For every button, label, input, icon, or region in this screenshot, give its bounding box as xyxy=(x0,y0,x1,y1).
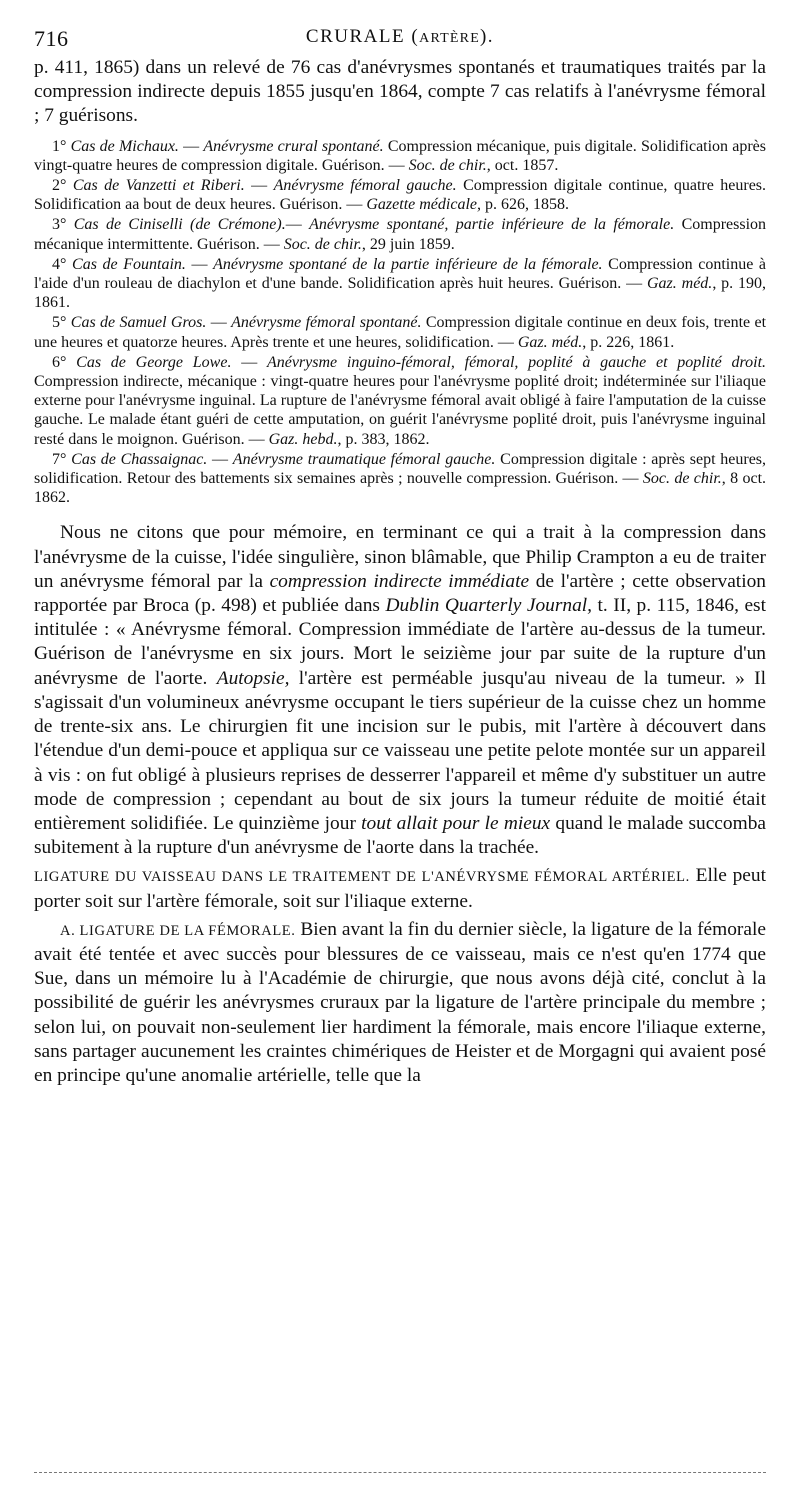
para-italic: compression indirecte immédiate xyxy=(269,570,530,592)
case-number: 2° xyxy=(52,177,67,195)
subsection-paragraph xyxy=(34,918,766,1088)
case-text: Compression digitale continue en deux fois, trente et une heures et quatorze heures. Après trente et une heures, solidification. — xyxy=(34,314,767,351)
case-reference-tail: , oct. 1857. xyxy=(486,156,559,174)
case-number: 3° xyxy=(52,216,67,234)
subsection-heading: A. LIGATURE DE LA FÉMORALE. xyxy=(60,922,296,939)
case-item: 3° Cas de Ciniselli (de Crémone).— Anévrysme spontané, partie inférieure de la fémorale. Compression mécanique intermittente. Guérison. — Soc. de chir., 29 juin 1859. xyxy=(34,216,767,253)
case-reference-tail: , p. 190, 1861. xyxy=(34,275,767,312)
page-number: 716 xyxy=(34,26,69,51)
case-diagnosis: Anévrysme spontané, partie inférieure de la fémorale. xyxy=(309,216,675,234)
case-reference-tail: , 8 oct. 1862. xyxy=(34,470,767,507)
para-text: quand le malade succomba subitement à la rupture d'un anévrysme de l'aorte dans la trachée. xyxy=(34,812,766,859)
case-diagnosis: Anévrysme inguino-fémoral, fémoral, poplité à gauche et poplité droit. xyxy=(266,353,767,371)
case-reference: Gazette médicale, xyxy=(366,196,481,214)
page xyxy=(34,26,766,1088)
para-text: t. II, p. 115, 1846, est intitulée : « Anévrysme fémoral. Compression immédiate de l'artère au-dessus de la tumeur. Guérison de l'anévrysme en six jours. Mort le seizième jour par suite de la rupture d'un anévrysme de l'aorte. xyxy=(34,595,766,689)
case-reference-tail: , 29 juin 1859. xyxy=(361,235,455,253)
case-reference: Gaz. méd. xyxy=(517,333,583,351)
para-text: l'artère est perméable jusqu'au niveau de la tumeur. » Il s'agissait d'un volumineux anévrysme occupant le tiers supérieur de la cuisse chez un homme de trente-six ans. Le chirurgien fit une incision sur le pubis, mit l'artère à découvert dans l'étendue d'un demi-pouce et appliqua sur ce vaisseau une petite pelote montée sur un appareil à vis : on fut obligé à plusieurs reprises de desserrer l'appareil et même d'y substituer un autre mode de compression ; cependant au bout de six jours la tumeur réduite de moitié était entièrement solidifiée. Le quinzième jour xyxy=(34,667,766,834)
case-text: Compression continue à l'aide d'un rouleau de diachylon et d'une bande. Solidification après huit heures. Guérison. — xyxy=(34,255,767,293)
case-item: 2° Cas de Vanzetti et Riberi. — Anévrysme fémoral gauche. Compression digitale continue, quatre heures. Solidification aa bout de deux heures. Guérison. — Gazette médicale, p. 626, 1858. xyxy=(34,177,767,214)
para-text: de l'artère ; cette observation rapportée par Broca (p. 498) et publiée dans xyxy=(34,570,766,617)
case-text: Compression mécanique, puis digitale. Solidification après vingt-quatre heures de compression digitale. Guérison. — xyxy=(34,137,766,174)
case-text: Compression digitale : après sept heures, solidification. Retour des battements six semaines après ; nouvelle compression. Guérison. — xyxy=(34,450,767,488)
case-text: Compression indirecte, mécanique : vingt-quatre heures pour l'anévrysme poplité droit; indéterminée sur l'iliaque externe pour l'anévrysme inguinal. La rupture de l'anévrysme fémoral avait obligé à faire l'amputation de la cuisse gauche. Le malade étant guéri de cette amputation, on guérit l'anévrysme poplité droit, puis l'anévrysme inguinal resté dans le moignon. Guérison. — xyxy=(34,373,766,448)
case-diagnosis: Anévrysme fémoral spontané. xyxy=(231,314,422,332)
case-reference: Soc. de chir. xyxy=(642,470,722,488)
intro-paragraph: p. 411, 1865) dans un relevé de 76 cas d'anévrysmes spontanés et traumatiques traités par la compression indirecte depuis 1855 jusqu'en 1864, compte 7 cas relatifs à l'anévrysme fémoral ; 7 guérisons. xyxy=(34,57,766,127)
case-reference: Gaz. hebd. xyxy=(268,430,338,448)
running-title-main: CRURALE ( xyxy=(305,26,420,47)
case-number: 4° xyxy=(52,255,67,273)
case-name: Cas de Chassaignac. xyxy=(71,450,208,468)
case-reference-tail: , p. 226, 1861. xyxy=(582,333,675,351)
spacer xyxy=(34,507,766,521)
case-list xyxy=(34,137,766,508)
case-reference: Soc. de chir. xyxy=(283,235,362,253)
page-header xyxy=(34,26,766,56)
case-item: 6° Cas de George Lowe. — Anévrysme inguino-fémoral, fémoral, poplité à gauche et poplité droit. Compression indirecte, mécanique : vingt-quatre heures pour l'anévrysme poplité droit; indéterminée sur l'iliaque externe pour l'anévrysme inguinal. La rupture de l'anévrysme fémoral avait obligé à faire l'amputation de la cuisse gauche. Le malade étant guéri de cette amputation, on guérit l'anévrysme poplité droit, puis l'anévrysme inguinal resté dans le moignon. Guérison. — Gaz. hebd., p. 383, 1862. xyxy=(34,353,767,448)
case-diagnosis: Anévrysme traumatique fémoral gauche. xyxy=(232,450,496,468)
case-item: 4° Cas de Fountain. — Anévrysme spontané de la partie inférieure de la fémorale. Compression continue à l'aide d'un rouleau de diachylon et d'une bande. Solidification après huit heures. Guérison. — Gaz. méd., p. 190, 1861. xyxy=(34,255,767,312)
case-name: Cas de George Lowe. xyxy=(76,353,232,371)
footer-rule xyxy=(34,1472,766,1473)
running-title-small-caps: ARTÈRE xyxy=(419,31,480,46)
section-paragraph xyxy=(34,864,766,913)
case-reference-tail: p. 626, 1858. xyxy=(481,196,569,214)
case-diagnosis: Anévrysme spontané de la partie inférieure de la fémorale. xyxy=(213,255,603,273)
para-text: Nous ne citons que pour mémoire, en terminant ce qui a trait à la compression dans l'anévrysme de la cuisse, l'idée singulière, sinon blâmable, que Philip Crampton a eu de traiter un anévrysme fémoral par la xyxy=(34,522,766,592)
case-name: Cas de Michaux. xyxy=(70,137,179,155)
case-item: 5° Cas de Samuel Gros. — Anévrysme fémoral spontané. Compression digitale continue en deux fois, trente et une heures et quatorze heures. Après trente et une heures, solidification. — Gaz. méd., p. 226, 1861. xyxy=(34,314,767,351)
case-item: 1° Cas de Michaux. — Anévrysme crural spontané. Compression mécanique, puis digitale. Solidification après vingt-quatre heures de compression digitale. Guérison. — Soc. de chir., oct. 1857. xyxy=(34,137,766,174)
case-number: 5° xyxy=(52,314,67,332)
case-name: Cas de Fountain. xyxy=(72,255,186,273)
main-paragraph xyxy=(34,521,766,860)
section-heading: LIGATURE DU VAISSEAU DANS LE TRAITEMENT DE L'ANÉVRYSME FÉMORAL ARTÉRIEL. xyxy=(34,869,690,886)
case-text: Compression mécanique intermittente. Guérison. — xyxy=(34,216,767,253)
para-italic: Autopsie, xyxy=(216,667,290,689)
case-name: Cas de Samuel Gros. xyxy=(70,314,207,332)
case-reference: Soc. de chir. xyxy=(408,156,487,174)
section-text: Elle peut porter soit sur l'artère fémorale, soit sur l'iliaque externe. xyxy=(34,865,766,912)
para-italic: Dublin Quarterly Journal, xyxy=(385,595,593,617)
case-text: Compression digitale continue, quatre heures. Solidification aa bout de deux heures. Guérison. — xyxy=(34,177,767,214)
case-name: Cas de Vanzetti et Riberi. xyxy=(72,177,245,195)
para-italic: tout allait pour le mieux xyxy=(361,812,551,834)
case-number: 1° xyxy=(52,137,67,155)
case-reference: Gaz. méd. xyxy=(647,275,713,293)
running-title-end: ). xyxy=(479,26,495,47)
case-name: Cas de Ciniselli (de Crémone). xyxy=(73,216,286,234)
case-reference-tail: , p. 383, 1862. xyxy=(337,430,430,448)
case-item: 7° Cas de Chassaignac. — Anévrysme traumatique fémoral gauche. Compression digitale : après sept heures, solidification. Retour des battements six semaines après ; nouvelle compression. Guérison. — Soc. de chir., 8 oct. 1862. xyxy=(34,450,767,507)
case-diagnosis: Anévrysme fémoral gauche. xyxy=(273,177,457,195)
subsection-text: Bien avant la fin du dernier siècle, la ligature de la fémorale avait été tentée et avec succès pour blessures de ce vaisseau, mais ce n'est qu'en 1774 que Sue, dans un mémoire lu à l'Académie de chirurgie, que nous avons déjà cité, conclut à la possibilité de guérir les anévrysmes cruraux par la ligature de l'artère principale du membre ; selon lui, on pouvait non-seulement lier hardiment la fémorale, mais encore l'iliaque externe, sans partager aucunement les craintes chimériques de Heister et de Morgagni qui avaient posé en principe qu'une anomalie artérielle, telle que la xyxy=(34,918,766,1086)
case-number: 6° xyxy=(52,353,67,371)
case-diagnosis: Anévrysme crural spontané. xyxy=(203,137,384,155)
running-title xyxy=(34,26,766,48)
case-number: 7° xyxy=(52,450,67,468)
